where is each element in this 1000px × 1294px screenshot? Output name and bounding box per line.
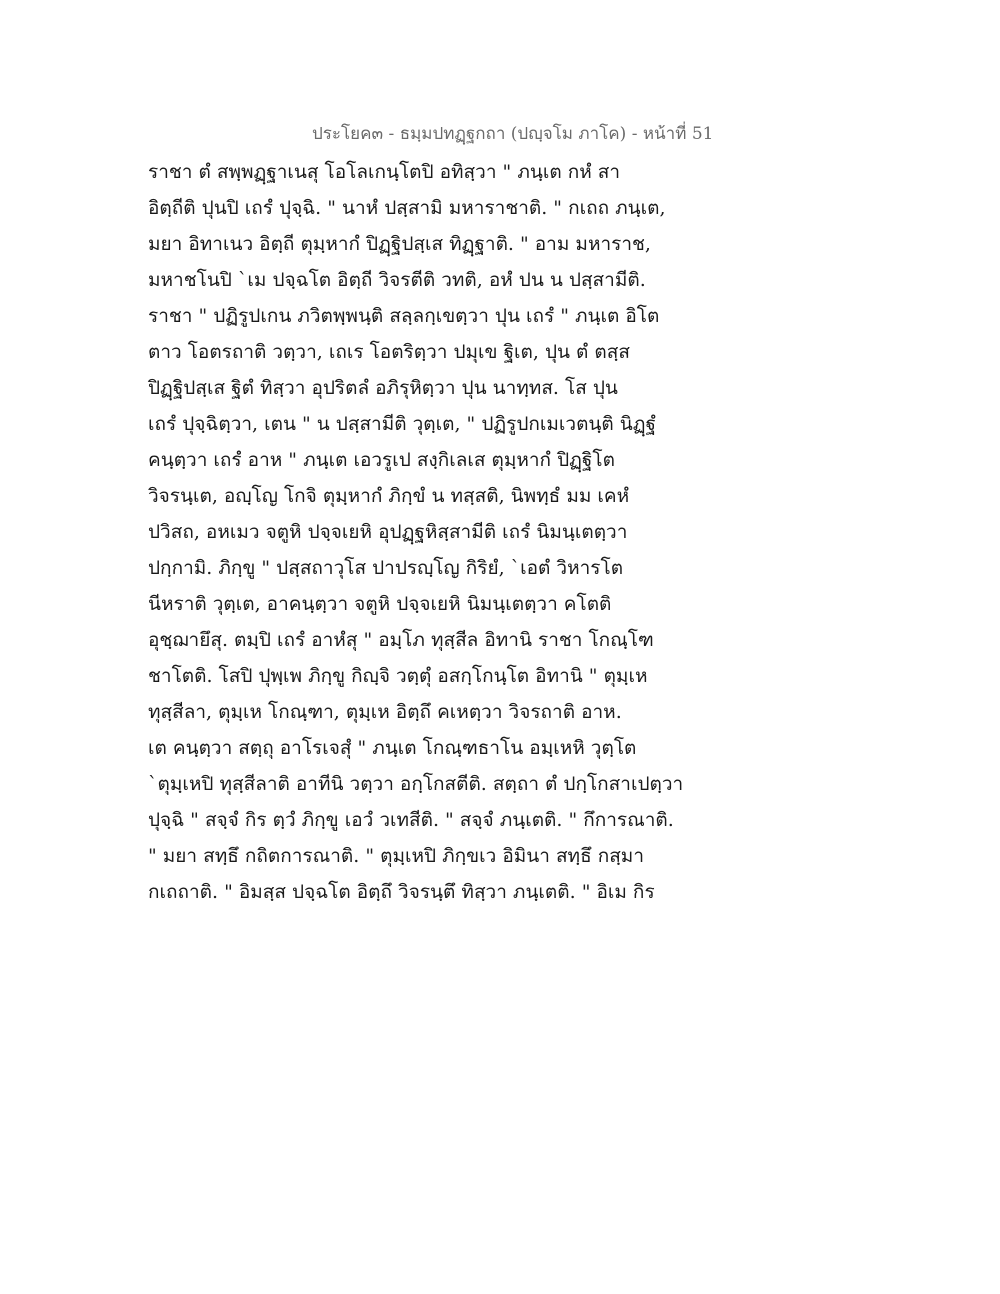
body-line: ปิฏฺฐิปสฺเส ฐิตํ ทิสฺวา อุปริตลํ อภิรุหิตฺวา ปุน นาทฺทส. โส ปุน	[148, 377, 618, 399]
body-line: กเถถาติ. " อิมสฺส ปจฺฉโต อิตฺถึ วิจรนฺตึ ทิสฺวา ภนฺเตติ. " อิเม กิร	[148, 881, 655, 903]
body-line: ทุสฺสีลา, ตุมฺเห โกณฺฑา, ตุมฺเห อิตฺถึ คเหตฺวา วิจรถาติ อาห.	[148, 701, 622, 723]
body-line: มหาชโนปิ `เม ปจฺฉโต อิตฺถี วิจรตีติ วทติ, อหํ ปน น ปสฺสามีติ.	[148, 269, 646, 291]
body-line: อิตฺถีติ ปุนปิ เถรํ ปุจฺฉิ. " นาหํ ปสฺสามิ มหาราชาติ. " กเถถ ภนฺเต,	[148, 197, 666, 219]
body-line: อุชฺฌายึสุ. ตมฺปิ เถรํ อาหํสุ " อมฺโภ ทุสฺสีล อิทานิ ราชา โกณฺโฑ	[148, 629, 654, 651]
page-body	[148, 154, 708, 910]
body-line: คนฺตฺวา เถรํ อาห " ภนฺเต เอวรูเป สงฺกิเลเส ตุมฺหากํ ปิฏฺฐิโต	[148, 449, 615, 471]
body-line: ชาโตติ. โสปิ ปุพฺเพ ภิกฺขู กิญฺจิ วตฺตุํ อสกฺโกนฺโต อิทานิ " ตุมฺเห	[148, 665, 648, 687]
body-line: ราชา ตํ สพฺพฏฺฐาเนสุ โอโลเกนฺโตปิ อทิสฺวา " ภนฺเต กหํ สา	[148, 161, 621, 183]
body-line: ปวิสถ, อหเมว จตูหิ ปจฺจเยหิ อุปฏฺฐหิสฺสามีติ เถรํ นิมนฺเตตฺวา	[148, 521, 628, 543]
body-line: " มยา สทฺธึ กถิตการณาติ. " ตุมฺเหปิ ภิกฺขเว อิมินา สทฺธึ กสฺมา	[148, 845, 645, 867]
body-line: ราชา " ปฏิรูปเกน ภวิตพฺพนฺติ สลฺลกฺเขตฺวา ปุน เถรํ " ภนฺเต อิโต	[148, 305, 660, 327]
body-line: `ตุมฺเหปิ ทุสฺสีลาติ อาทีนิ วตฺวา อกฺโกสตีติ. สตฺถา ตํ ปกฺโกสาเปตฺวา	[148, 773, 684, 795]
body-line: เต คนฺตฺวา สตฺถุ อาโรเจสุํ " ภนฺเต โกณฺฑธาโน อมฺเหหิ วุตฺโต	[148, 737, 637, 759]
body-line: มยา อิทาเนว อิตฺถี ตุมฺหากํ ปิฏฺฐิปสฺเส ทิฏฺฐาติ. " อาม มหาราช,	[148, 233, 651, 255]
body-line: นีหราติ วุตฺเต, อาคนฺตฺวา จตูหิ ปจฺจเยหิ นิมนฺเตตฺวา คโตติ	[148, 593, 612, 615]
running-head: ประโยค๓ - ธมฺมปทฏฺฐกถา (ปญฺจโม ภาโค) - หน้าที่ 51	[312, 124, 714, 144]
body-line: วิจรนฺเต, อญฺโญ โกจิ ตุมฺหากํ ภิกฺขํ น ทสฺสติ, นิพทฺธํ มม เคหํ	[148, 485, 630, 507]
body-line: ปกฺกามิ. ภิกฺขู " ปสฺสถาวุโส ปาปรญฺโญ กิริยํ, `เอตํ วิหารโต	[148, 557, 624, 579]
body-line: ตาว โอตรถาติ วตฺวา, เถเร โอตริตฺวา ปมุเข ฐิเต, ปุน ตํ ตสฺส	[148, 341, 630, 363]
body-line: ปุจฺฉิ " สจฺจํ กิร ตฺวํ ภิกฺขู เอวํ วเทสีติ. " สจฺจํ ภนฺเตติ. " กึการณาติ.	[148, 809, 674, 831]
body-line: เถรํ ปุจฺฉิตฺวา, เตน " น ปสฺสามีติ วุตฺเต, " ปฏิรูปกเมเวตนฺติ นิฏฺฐํ	[148, 413, 657, 435]
